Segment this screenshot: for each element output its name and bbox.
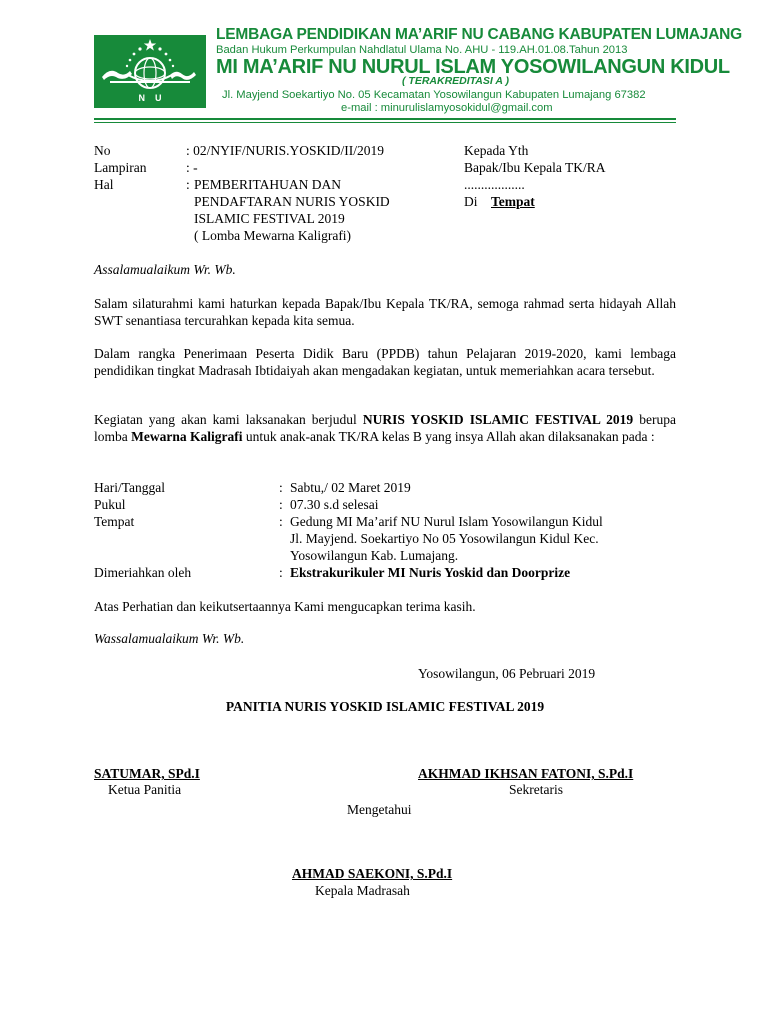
- farewell: Wassalamualaikum Wr. Wb.: [94, 631, 245, 646]
- recipient-dots: ..................: [464, 177, 525, 192]
- paragraph-1: Salam silaturahmi kami haturkan kepada Bapak/Ibu Kepala TK/RA, semoga rahmad serta hidayah Allah SWT senantiasa tercurahkan kepada kita semua.: [94, 296, 676, 328]
- competition-name: Mewarna Kaligrafi: [131, 429, 243, 444]
- organization-name: LEMBAGA PENDIDIKAN MA’ARIF NU CABANG KABUPATEN LUMAJANG: [216, 26, 743, 43]
- subject-line-4: ( Lomba Mewarna Kaligrafi): [194, 228, 352, 243]
- nu-emblem-icon: [94, 35, 206, 108]
- schedule-colon: :: [279, 480, 283, 495]
- subject-line-3: ISLAMIC FESTIVAL 2019: [194, 211, 345, 226]
- recipient-line-2: Bapak/Ibu Kepala TK/RA: [464, 160, 606, 175]
- letterhead-rule: [94, 118, 676, 120]
- p3-text-e: untuk anak-anak TK/RA kelas B yang insya Allah akan dilaksanakan pada :: [242, 429, 655, 444]
- schedule-venue-line-1: Gedung MI Ma’arif NU Nurul Islam Yosowilangun Kidul: [290, 514, 603, 529]
- attachment-label: Lampiran: [94, 160, 147, 175]
- closing-text: Atas Perhatian dan keikutsertaannya Kami mengucapkan terima kasih.: [94, 599, 476, 614]
- paragraph-2: Dalam rangka Penerimaan Peserta Didik Baru (PPDB) tahun Pelajaran 2019-2020, kami lembaga pendidikan tingkat Madrasah Ibtidaiyah akan mengadakan kegiatan, untuk memeriahkan acara tersebut.: [94, 346, 676, 378]
- schedule-time-label: Pukul: [94, 497, 126, 512]
- schedule-venue-line-3: Yosowilangun Kab. Lumajang.: [290, 548, 459, 563]
- schedule-host-label: Dimeriahkan oleh: [94, 565, 192, 580]
- nu-logo: [94, 35, 206, 108]
- subject-colon: :: [186, 177, 190, 192]
- recipient-line-1: Kepada Yth: [464, 143, 529, 158]
- schedule-venue-line-2: Jl. Mayjend. Soekartiyo No 05 Yosowilangun Kidul Kec.: [290, 531, 599, 546]
- school-name: MI MA’ARIF NU NURUL ISLAM YOSOWILANGUN KIDUL: [216, 56, 730, 78]
- accreditation: ( TERAKREDITASI A ): [402, 75, 509, 87]
- legal-entity: Badan Hukum Perkumpulan Nahdlatul Ulama No. AHU - 119.AH.01.08.Tahun 2013: [216, 44, 628, 56]
- approval-label: Mengetahui: [347, 802, 412, 817]
- number-value: : 02/NYIF/NURIS.YOSKID/II/2019: [186, 143, 385, 158]
- attachment-value: : -: [186, 160, 198, 175]
- school-address: Jl. Mayjend Soekartiyo No. 05 Kecamatan Yosowilangun Kabupaten Lumajang 67382: [222, 89, 646, 101]
- school-email: e-mail : minurulislamyosokidul@gmail.com: [341, 102, 553, 114]
- secretary-role: Sekretaris: [509, 782, 563, 797]
- schedule-colon: :: [279, 497, 283, 512]
- schedule-host-value: Ekstrakurikuler MI Nuris Yoskid dan Doorprize: [290, 565, 571, 580]
- subject-label: Hal: [94, 177, 114, 192]
- committee-title: PANITIA NURIS YOSKID ISLAMIC FESTIVAL 2019: [225, 699, 545, 714]
- paragraph-3: [94, 411, 676, 445]
- schedule-time-value: 07.30 s.d selesai: [290, 497, 379, 512]
- subject-line-1: PEMBERITAHUAN DAN: [194, 177, 342, 192]
- schedule-day-value: Sabtu,/ 02 Maret 2019: [290, 480, 411, 495]
- chair-name: SATUMAR, SPd.I: [94, 766, 200, 781]
- place-date: Yosowilangun, 06 Pebruari 2019: [418, 666, 596, 681]
- svg-text:N U: N U: [138, 93, 162, 103]
- schedule-day-label: Hari/Tanggal: [94, 480, 166, 495]
- recipient-di: Di: [464, 194, 478, 209]
- schedule-colon: :: [279, 514, 283, 529]
- subject-line-2: PENDAFTARAN NURIS YOSKID: [194, 194, 390, 209]
- p3-text-a: Kegiatan yang akan kami laksanakan berjudul: [94, 412, 363, 427]
- number-label: No: [94, 143, 111, 158]
- letterhead-rule-thin: [94, 122, 676, 123]
- recipient-place: Tempat: [491, 194, 535, 209]
- secretary-name: AKHMAD IKHSAN FATONI, S.Pd.I: [418, 766, 634, 781]
- schedule-colon: :: [279, 565, 283, 580]
- schedule-venue-label: Tempat: [94, 514, 135, 529]
- chair-role: Ketua Panitia: [108, 782, 182, 797]
- event-name: NURIS YOSKID ISLAMIC FESTIVAL 2019: [362, 412, 634, 427]
- p3-text-c: berupa lomba: [94, 412, 676, 444]
- greeting: Assalamualaikum Wr. Wb.: [94, 262, 236, 277]
- headmaster-name: AHMAD SAEKONI, S.Pd.I: [292, 866, 453, 881]
- headmaster-role: Kepala Madrasah: [315, 883, 410, 898]
